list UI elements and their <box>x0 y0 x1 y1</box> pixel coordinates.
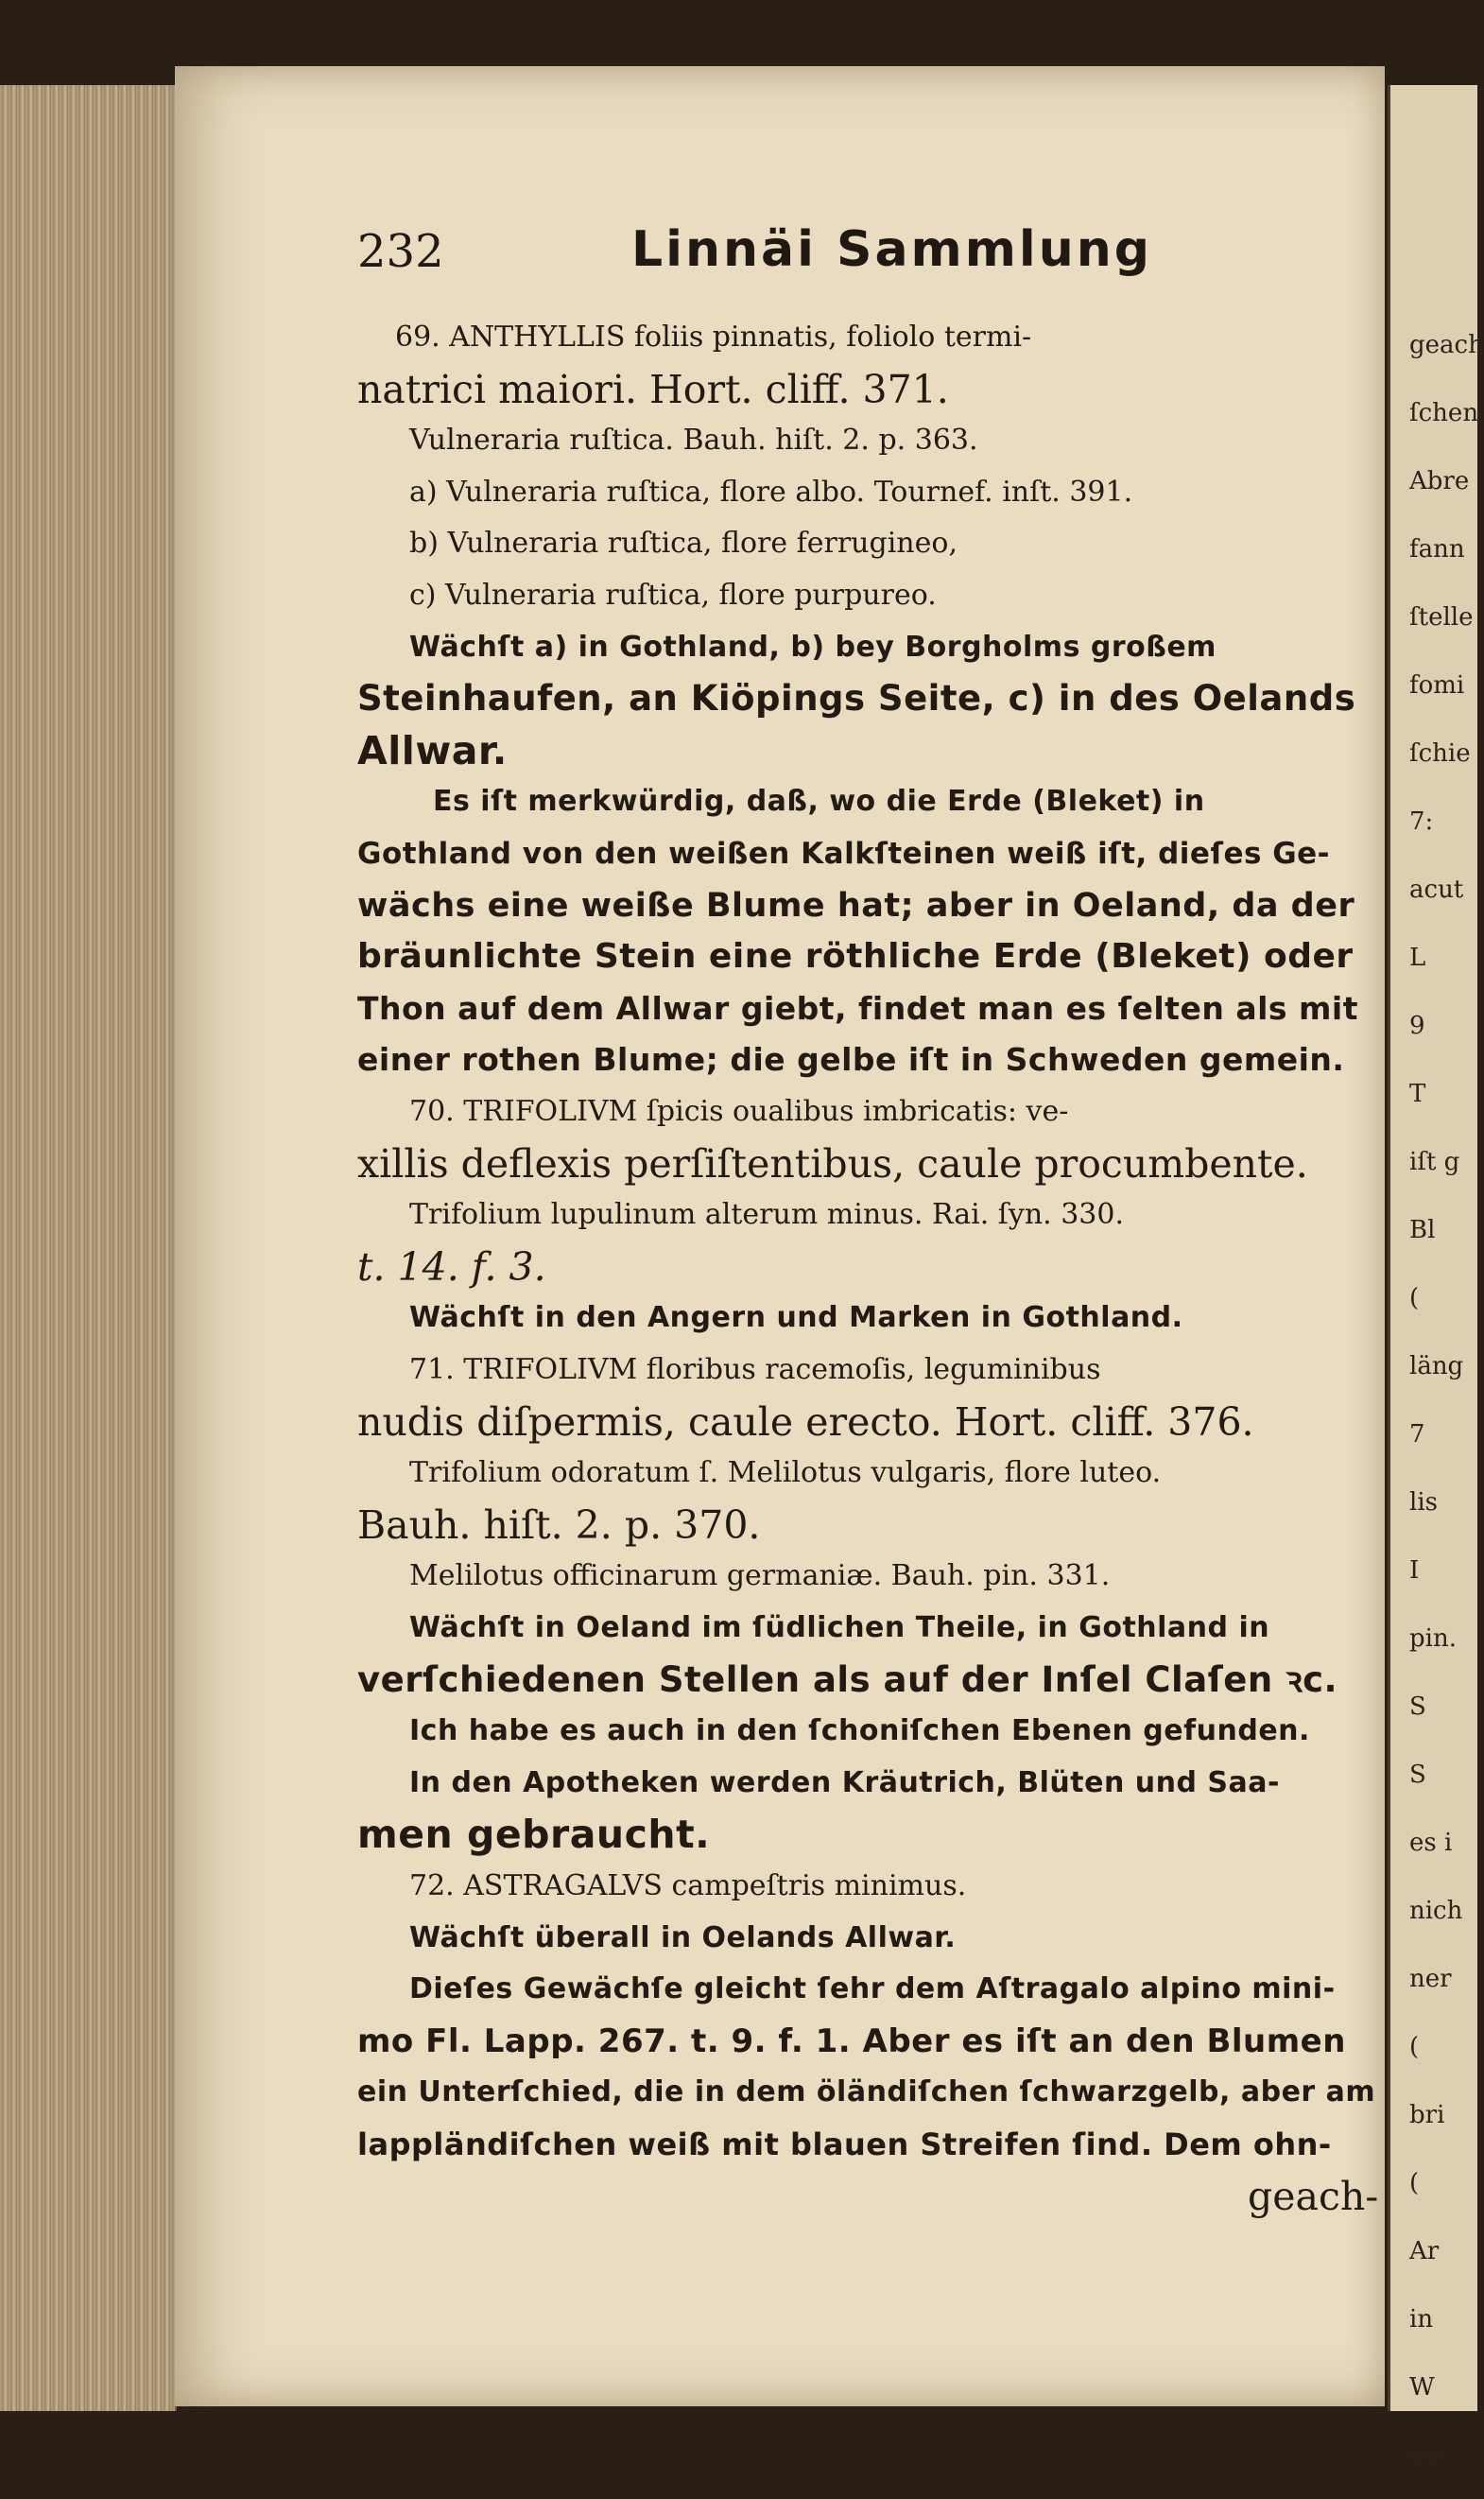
facing-page-word: 7 <box>1409 1420 1425 1449</box>
facing-page-word: ſchen <box>1409 399 1479 427</box>
text-line: Bauh. hiſt. 2. p. 370. <box>357 1501 761 1548</box>
facing-page-word: S <box>1409 1692 1426 1721</box>
facing-page-word: pin. <box>1409 1624 1457 1653</box>
text-line: 72. ASTRAGALVS campeſtris minimus. <box>409 1869 967 1902</box>
facing-page-word: S <box>1409 1761 1426 1789</box>
facing-page-word: I <box>1409 1556 1420 1585</box>
text-line: 70. TRIFOLIVM ſpicis oualibus imbricatis: ve- <box>409 1095 1069 1128</box>
text-line: Trifolium lupulinum alterum minus. Rai. ſyn. 330. <box>409 1198 1125 1232</box>
facing-page-word: ſchie <box>1409 739 1471 768</box>
facing-page-word: acut <box>1409 876 1464 904</box>
text-line: t. 14. f. 3. <box>357 1243 546 1290</box>
running-head: Linnäi Sammlung <box>631 221 1153 278</box>
facing-page-word: 7: <box>1409 807 1434 836</box>
facing-page-word: W <box>1409 2373 1435 2402</box>
text-line: a) Vulneraria ruſtica, flore albo. Tournef. inſt. 391. <box>409 475 1133 509</box>
text-line: Wächſt überall in Oelands Allwar. <box>409 1920 957 1954</box>
text-line: Steinhaufen, an Kiöpings Seite, c) in des Oelands <box>357 678 1356 720</box>
facing-page-word: L <box>1409 944 1426 972</box>
text-line: Thon auf dem Allwar giebt, findet man es ſelten als mit <box>357 989 1359 1027</box>
facing-page-word: nich <box>1409 1897 1463 1925</box>
facing-page-word: in <box>1409 2305 1434 2334</box>
text-line: Es iſt merkwürdig, daß, wo die Erde (Bleket) in <box>433 785 1205 819</box>
facing-page-word: es i <box>1409 1829 1453 1857</box>
facing-page-word: bri <box>1409 2101 1445 2129</box>
text-line: bräunlichte Stein eine röthliche Erde (Bleket) oder <box>357 937 1354 977</box>
facing-page-word: ( <box>1409 1284 1420 1312</box>
text-line: In den Apotheken werden Kräutrich, Blüten und Saa- <box>409 1765 1280 1799</box>
text-line: Allwar. <box>357 727 508 773</box>
facing-page-word: T <box>1409 1080 1426 1108</box>
text-line: Melilotus officinarum germaniæ. Bauh. pin. 331. <box>409 1559 1111 1593</box>
text-line: Wächſt a) in Gothland, b) bey Borgholms großem <box>409 630 1217 664</box>
text-line: 71. TRIFOLIVM floribus racemoſis, leguminibus <box>409 1353 1101 1386</box>
page-header <box>357 221 1359 291</box>
text-line: mo Fl. Lapp. 267. t. 9. f. 1. Aber es iſt an den Blumen <box>357 2022 1346 2060</box>
text-line: xillis deflexis perſiſtentibus, caule procumbente. <box>357 1140 1308 1187</box>
facing-page-word: Abre <box>1409 467 1470 495</box>
text-line: Trifolium odoratum ſ. Melilotus vulgaris, flore luteo. <box>409 1456 1162 1490</box>
book-page-edges <box>0 85 177 2411</box>
facing-page-word: fomi <box>1409 671 1465 700</box>
facing-page-word: Ar <box>1409 2237 1440 2265</box>
text-line: nudis diſpermis, caule erecto. Hort. cliff. 376. <box>357 1398 1254 1445</box>
text-line: Wächſt in den Angern und Marken in Gothland. <box>409 1301 1183 1335</box>
facing-page-word: iſt g <box>1409 1148 1460 1176</box>
facing-page-word: nu <box>1409 2441 1441 2470</box>
facing-page-word: Bl <box>1409 1216 1436 1244</box>
text-line: verſchiedenen Stellen als auf der Inſel Claſen ꝛc. <box>357 1658 1338 1700</box>
page-number: 232 <box>357 225 444 278</box>
facing-page-word: fann <box>1409 535 1465 564</box>
facing-page-word: ( <box>1409 2169 1420 2197</box>
text-line: 69. ANTHYLLIS foliis pinnatis, foliolo termi- <box>395 321 1032 354</box>
text-line: ein Unterſchied, die in dem öländiſchen ſchwarzgelb, aber am <box>357 2075 1376 2109</box>
text-line: lappländiſchen weiß mit blauen Streifen ſind. Dem ohn- <box>357 2126 1332 2162</box>
facing-page-word: ( <box>1409 2033 1420 2061</box>
text-line: einer rothen Blume; die gelbe iſt in Schweden gemein. <box>357 1041 1345 1079</box>
facing-page-fragment <box>1388 85 1484 2470</box>
text-line: Dieſes Gewächſe gleicht ſehr dem Aſtragalo alpino mini- <box>409 1972 1336 2006</box>
text-line: Gothland von den weißen Kalkſteinen weiß iſt, dieſes Ge- <box>357 837 1331 871</box>
text-line: c) Vulneraria ruſtica, flore purpureo. <box>409 579 937 612</box>
facing-page-word: lis <box>1409 1488 1438 1517</box>
text-line: Wächſt in Oeland im ſüdlichen Theile, in Gothland in <box>409 1611 1270 1644</box>
facing-page-word: geach <box>1409 331 1484 359</box>
text-line: Vulneraria ruſtica. Bauh. hiſt. 2. p. 363. <box>409 424 978 458</box>
text-line: men gebraucht. <box>357 1812 711 1858</box>
facing-page-word: läng <box>1409 1352 1464 1380</box>
text-line: natrici maiori. Hort. cliff. 371. <box>357 366 949 412</box>
text-line: b) Vulneraria ruſtica, flore ferrugineo, <box>409 527 958 561</box>
catchword: geach- <box>1248 2173 1379 2219</box>
text-line: Ich habe es auch in den ſchoniſchen Ebenen gefunden. <box>409 1714 1310 1748</box>
facing-page-word: 9 <box>1409 1012 1425 1040</box>
facing-page-word: ner <box>1409 1965 1452 1993</box>
text-line: wächs eine weiße Blume hat; aber in Oeland, da der <box>357 886 1355 925</box>
facing-page-word: ſtelle <box>1409 603 1474 632</box>
